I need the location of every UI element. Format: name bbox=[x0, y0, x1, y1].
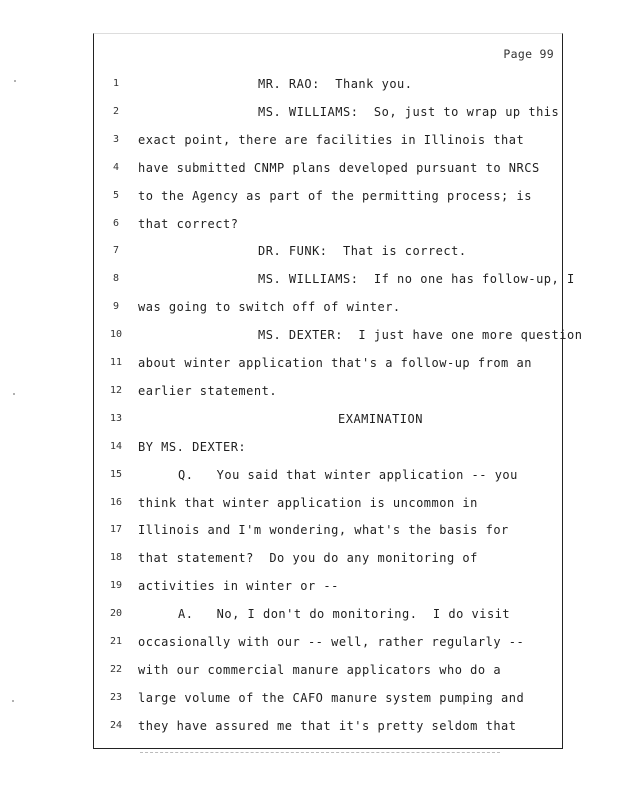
line-number: 8 bbox=[112, 273, 120, 285]
scan-speck bbox=[13, 393, 15, 395]
line-text: BY MS. DEXTER: bbox=[138, 439, 247, 454]
line-text: EXAMINATION bbox=[338, 411, 423, 426]
line-number: 3 bbox=[112, 133, 120, 145]
line-text: that correct? bbox=[138, 216, 239, 231]
line-text: that statement? Do you do any monitoring of bbox=[138, 551, 478, 566]
transcript-line bbox=[94, 186, 564, 206]
transcript-line bbox=[94, 158, 564, 178]
line-number: 14 bbox=[109, 440, 123, 452]
line-number: 6 bbox=[112, 217, 120, 229]
line-number: 4 bbox=[112, 161, 120, 173]
line-number: 2 bbox=[112, 105, 120, 117]
scan-speck bbox=[12, 700, 14, 702]
transcript-line bbox=[94, 241, 564, 261]
line-text: about winter application that's a follow-up from an bbox=[138, 356, 532, 370]
line-text: to the Agency as part of the permitting process; is bbox=[138, 188, 532, 203]
transcript-line bbox=[94, 716, 564, 736]
transcript-line bbox=[94, 297, 564, 317]
line-text: occasionally with our -- well, rather regularly -- bbox=[138, 635, 525, 649]
line-number: 5 bbox=[112, 189, 120, 201]
line-number: 1 bbox=[112, 78, 120, 89]
line-number: 9 bbox=[112, 301, 120, 313]
transcript-line bbox=[94, 130, 564, 150]
line-number: 18 bbox=[109, 552, 123, 564]
transcript-line bbox=[94, 74, 564, 94]
transcript-line bbox=[94, 269, 575, 289]
line-number: 23 bbox=[109, 691, 123, 703]
transcript-line bbox=[94, 688, 564, 708]
scan-speck bbox=[14, 80, 16, 82]
transcript-page bbox=[93, 33, 583, 749]
line-text: was going to switch off of winter. bbox=[138, 300, 401, 315]
line-text: activities in winter or -- bbox=[138, 579, 339, 594]
line-text: they have assured me that it's pretty seldom that bbox=[138, 718, 517, 733]
transcript-line bbox=[94, 632, 564, 652]
line-text: with our commercial manure applicators who do a bbox=[138, 662, 502, 677]
transcript-line bbox=[94, 493, 564, 513]
line-text: MS. WILLIAMS: So, just to wrap up this bbox=[258, 104, 560, 119]
transcript-line bbox=[94, 660, 564, 680]
line-number: 11 bbox=[109, 357, 123, 368]
transcript-line bbox=[94, 409, 564, 429]
page-number: Page 99 bbox=[503, 47, 554, 61]
transcript-line bbox=[94, 604, 564, 624]
transcript-line bbox=[94, 520, 564, 540]
line-number: 24 bbox=[109, 719, 123, 731]
transcript-line bbox=[94, 381, 564, 401]
line-number: 17 bbox=[109, 524, 123, 536]
line-text: Illinois and I'm wondering, what's the basis for bbox=[138, 523, 509, 538]
transcript-line bbox=[94, 102, 564, 122]
line-number: 15 bbox=[109, 468, 123, 480]
line-number: 12 bbox=[109, 384, 123, 396]
line-text: have submitted CNMP plans developed pursuant to NRCS bbox=[138, 160, 540, 175]
line-number: 7 bbox=[112, 245, 120, 257]
line-text: large volume of the CAFO manure system pumping and bbox=[138, 690, 525, 705]
transcript-line bbox=[94, 325, 583, 345]
transcript-line bbox=[94, 465, 564, 485]
line-number: 22 bbox=[109, 663, 123, 675]
line-text: Q. You said that winter application -- you bbox=[178, 467, 518, 482]
line-text: MR. RAO: Thank you. bbox=[258, 77, 413, 91]
line-number: 13 bbox=[109, 412, 123, 424]
line-text: earlier statement. bbox=[138, 383, 278, 398]
line-number: 21 bbox=[109, 636, 123, 647]
line-text: MS. WILLIAMS: If no one has follow-up, I bbox=[258, 272, 575, 287]
transcript-line bbox=[94, 576, 564, 596]
line-text: think that winter application is uncommon in bbox=[138, 495, 478, 510]
transcript-line bbox=[94, 548, 564, 568]
line-text: exact point, there are facilities in Illinois that bbox=[138, 132, 525, 147]
line-text: A. No, I don't do monitoring. I do visit bbox=[178, 607, 511, 622]
line-number: 19 bbox=[109, 580, 123, 592]
transcript-line bbox=[94, 214, 564, 234]
line-text: MS. DEXTER: I just have one more question bbox=[258, 328, 583, 343]
line-number: 20 bbox=[109, 608, 123, 620]
line-number: 16 bbox=[109, 496, 123, 508]
scan-artifact-line bbox=[140, 752, 500, 753]
transcript-line bbox=[94, 353, 564, 373]
line-number: 10 bbox=[109, 329, 123, 341]
line-text: DR. FUNK: That is correct. bbox=[258, 244, 467, 259]
transcript-line bbox=[94, 437, 564, 457]
